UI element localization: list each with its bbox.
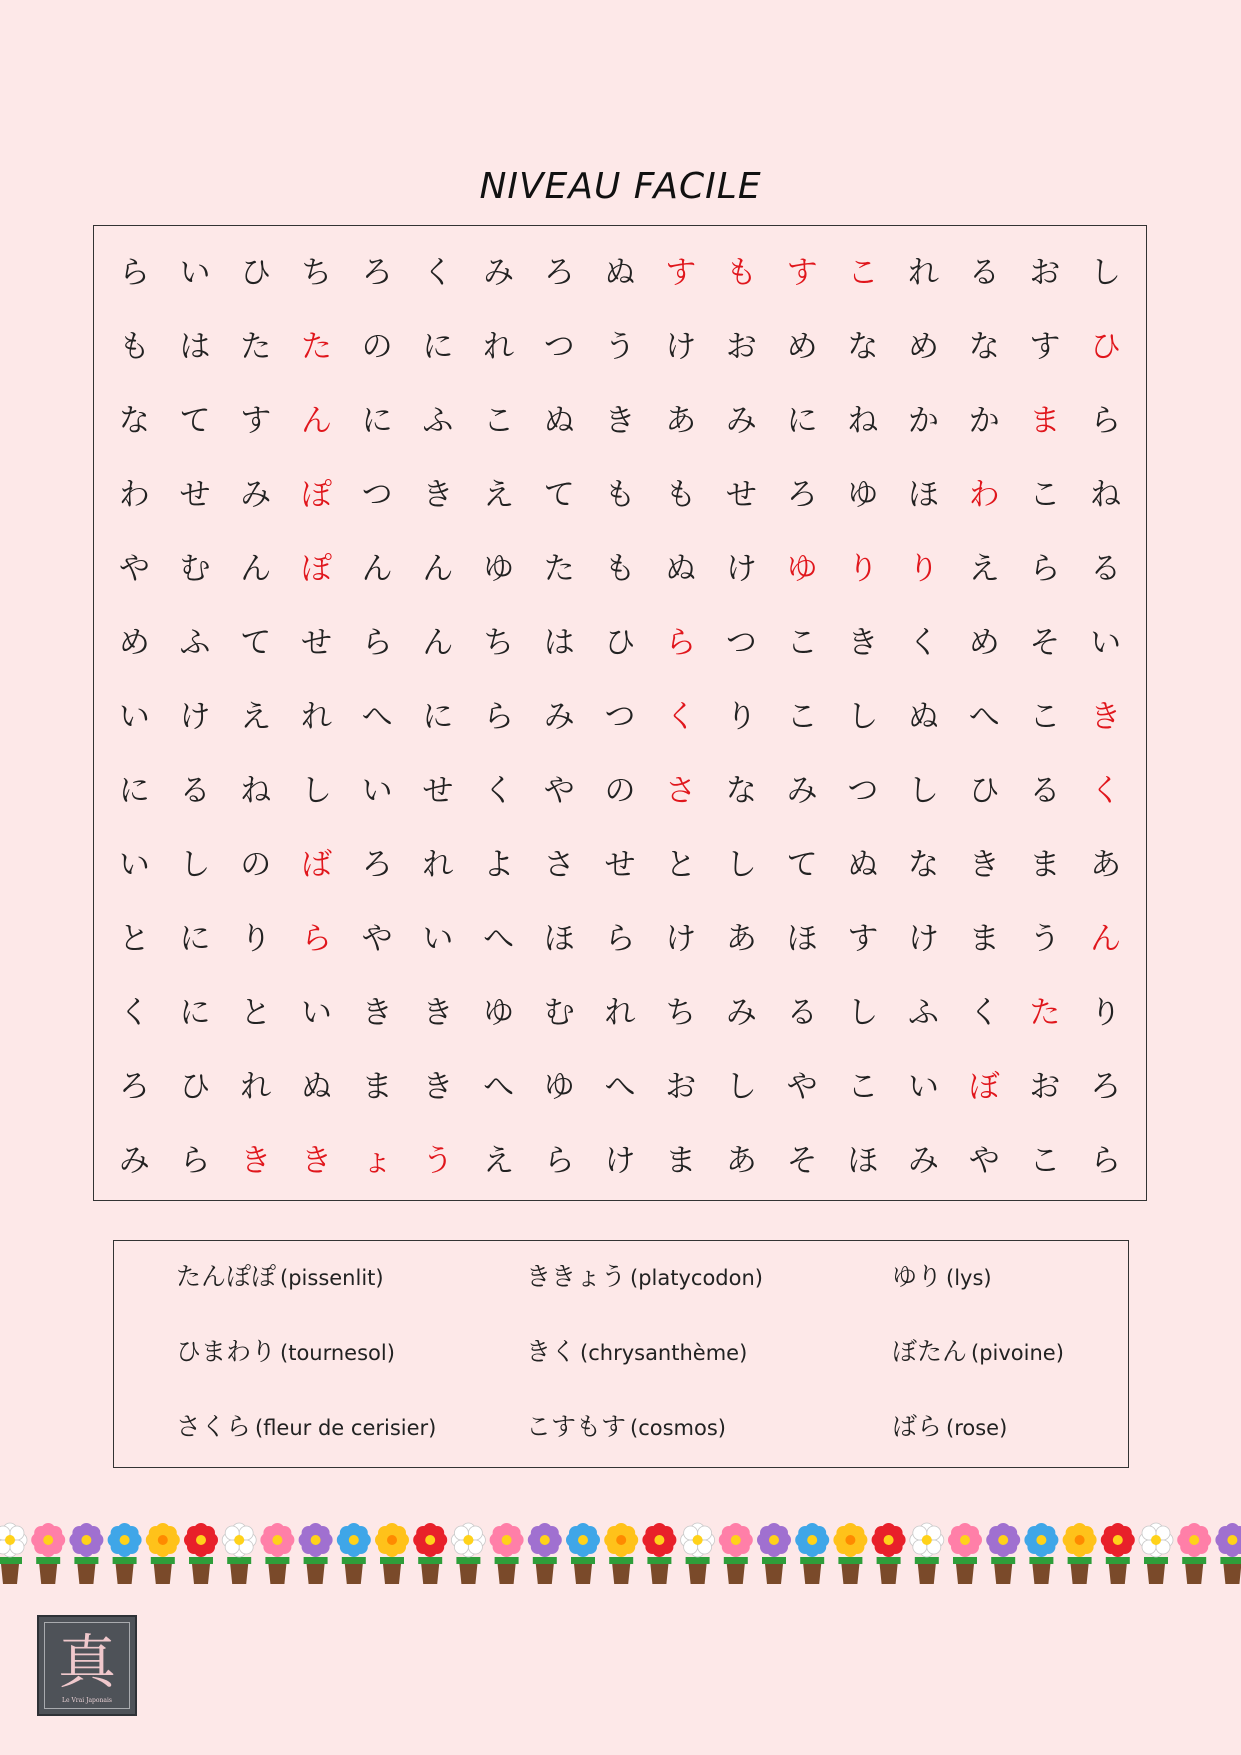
flower-icon	[337, 1523, 371, 1584]
grid-cell: こ	[786, 698, 818, 735]
grid-cell: む	[543, 994, 575, 1031]
flower-icon	[375, 1523, 409, 1584]
grid-cell: し	[1090, 254, 1122, 291]
grid-cell: も	[118, 328, 150, 365]
grid-cell: ら	[300, 920, 332, 957]
word-translation: (fleur de cerisier)	[255, 1416, 437, 1440]
grid-cell: も	[665, 476, 697, 513]
flower-icon	[222, 1523, 256, 1584]
grid-cell: い	[179, 254, 211, 291]
flower-icon	[948, 1523, 982, 1584]
grid-cell: ね	[240, 772, 272, 809]
flower-icon	[69, 1523, 103, 1584]
grid-cell: き	[968, 846, 1000, 883]
grid-cells	[94, 226, 1146, 1200]
grid-cell: み	[118, 1142, 150, 1179]
grid-cell: み	[725, 994, 757, 1031]
grid-cell: ゆ	[786, 550, 818, 587]
grid-cell: か	[968, 402, 1000, 439]
word-japanese: さくら	[176, 1412, 252, 1441]
grid-cell: ひ	[179, 1068, 211, 1105]
grid-cell: け	[665, 920, 697, 957]
grid-cell: ら	[1090, 1142, 1122, 1179]
grid-cell: う	[422, 1142, 454, 1179]
grid-cell: に	[786, 402, 818, 439]
grid-cell: し	[908, 772, 940, 809]
grid-cell: え	[483, 1142, 515, 1179]
grid-cell: て	[786, 846, 818, 883]
grid-cell: と	[240, 994, 272, 1031]
grid-cell: す	[1029, 328, 1061, 365]
grid-cell: ふ	[179, 624, 211, 661]
grid-cell: な	[908, 846, 940, 883]
grid-cell: き	[300, 1142, 332, 1179]
grid-cell: り	[1090, 994, 1122, 1031]
grid-cell: や	[543, 772, 575, 809]
grid-cell: ら	[361, 624, 393, 661]
grid-cell: け	[908, 920, 940, 957]
grid-cell: い	[422, 920, 454, 957]
grid-cell: ぼ	[968, 1068, 1000, 1105]
grid-cell: に	[361, 402, 393, 439]
grid-cell: く	[968, 994, 1000, 1031]
grid-cell: さ	[665, 772, 697, 809]
grid-cell: や	[786, 1068, 818, 1105]
grid-cell: ぬ	[908, 698, 940, 735]
grid-cell: と	[665, 846, 697, 883]
grid-cell: ぬ	[300, 1068, 332, 1105]
grid-cell: や	[968, 1142, 1000, 1179]
grid-cell: き	[1090, 698, 1122, 735]
grid-cell: め	[968, 624, 1000, 661]
grid-cell: ん	[422, 624, 454, 661]
grid-cell: こ	[483, 402, 515, 439]
word-japanese: ぼたん	[892, 1337, 968, 1366]
grid-cell: ろ	[543, 254, 575, 291]
grid-cell: ろ	[118, 1068, 150, 1105]
grid-cell: わ	[968, 476, 1000, 513]
grid-cell: す	[847, 920, 879, 957]
grid-cell: な	[118, 402, 150, 439]
grid-cell: く	[118, 994, 150, 1031]
grid-cell: こ	[847, 1068, 879, 1105]
grid-cell: し	[847, 698, 879, 735]
grid-cell: ひ	[1090, 328, 1122, 365]
flower-icon	[681, 1523, 715, 1584]
grid-cell: ゆ	[483, 994, 515, 1031]
grid-cell: ひ	[968, 772, 1000, 809]
flower-icon	[795, 1523, 829, 1584]
word-translation: (tournesol)	[280, 1341, 395, 1365]
grid-cell: ゆ	[847, 476, 879, 513]
grid-cell: せ	[422, 772, 454, 809]
grid-cell: の	[361, 328, 393, 365]
grid-cell: に	[118, 772, 150, 809]
grid-cell: き	[604, 402, 636, 439]
flower-icon	[757, 1523, 791, 1584]
grid-cell: ま	[968, 920, 1000, 957]
grid-cell: ら	[179, 1142, 211, 1179]
flower-icon	[1024, 1523, 1058, 1584]
flower-icon	[146, 1523, 180, 1584]
grid-cell: ろ	[1090, 1068, 1122, 1105]
flower-icon	[642, 1523, 676, 1584]
grid-cell: ん	[240, 550, 272, 587]
grid-cell: て	[179, 402, 211, 439]
grid-cell: に	[422, 328, 454, 365]
word-item	[176, 1257, 384, 1293]
grid-cell: つ	[604, 698, 636, 735]
grid-cell: り	[847, 550, 879, 587]
grid-cell: ひ	[604, 624, 636, 661]
grid-cell: ょ	[361, 1142, 393, 1179]
grid-cell: へ	[604, 1068, 636, 1105]
word-japanese: ばら	[892, 1412, 943, 1441]
grid-cell: え	[483, 476, 515, 513]
grid-cell: ね	[847, 402, 879, 439]
grid-cell: き	[422, 994, 454, 1031]
grid-cell: ぽ	[300, 550, 332, 587]
word-item	[526, 1407, 726, 1443]
flower-icon	[604, 1523, 638, 1584]
grid-cell: し	[725, 1068, 757, 1105]
word-translation: (platycodon)	[630, 1266, 763, 1290]
grid-cell: ち	[665, 994, 697, 1031]
grid-cell: あ	[665, 402, 697, 439]
grid-cell: ほ	[543, 920, 575, 957]
grid-cell: ろ	[786, 476, 818, 513]
grid-cell: み	[483, 254, 515, 291]
grid-cell: へ	[483, 1068, 515, 1105]
grid-cell: ら	[483, 698, 515, 735]
grid-cell: ま	[1029, 846, 1061, 883]
grid-cell: ぬ	[665, 550, 697, 587]
grid-cell: え	[240, 698, 272, 735]
flower-icon	[413, 1523, 447, 1584]
grid-cell: ん	[422, 550, 454, 587]
grid-cell: つ	[361, 476, 393, 513]
grid-cell: く	[665, 698, 697, 735]
flower-icon	[833, 1523, 867, 1584]
flower-icon	[0, 1523, 27, 1584]
grid-cell: り	[240, 920, 272, 957]
flower-icon	[566, 1523, 600, 1584]
grid-cell: ほ	[908, 476, 940, 513]
grid-cell: い	[361, 772, 393, 809]
grid-cell: と	[118, 920, 150, 957]
word-translation: (rose)	[946, 1416, 1008, 1440]
grid-cell: る	[968, 254, 1000, 291]
grid-cell: け	[665, 328, 697, 365]
grid-cell: せ	[725, 476, 757, 513]
flower-icon	[1063, 1523, 1097, 1584]
grid-cell: へ	[361, 698, 393, 735]
grid-cell: く	[483, 772, 515, 809]
grid-cell: な	[847, 328, 879, 365]
flower-icon	[986, 1523, 1020, 1584]
word-japanese: たんぽぽ	[176, 1262, 277, 1291]
grid-cell: れ	[908, 254, 940, 291]
grid-cell: か	[908, 402, 940, 439]
grid-cell: い	[908, 1068, 940, 1105]
grid-cell: ね	[1090, 476, 1122, 513]
grid-cell: こ	[1029, 698, 1061, 735]
flower-icon	[260, 1523, 294, 1584]
grid-cell: に	[179, 994, 211, 1031]
flower-icon	[1177, 1523, 1211, 1584]
grid-cell: ら	[665, 624, 697, 661]
grid-cell: ま	[361, 1068, 393, 1105]
grid-cell: ろ	[361, 254, 393, 291]
grid-cell: え	[968, 550, 1000, 587]
grid-cell: ら	[543, 1142, 575, 1179]
word-item	[176, 1332, 395, 1368]
grid-cell: た	[240, 328, 272, 365]
grid-cell: ま	[665, 1142, 697, 1179]
grid-cell: ぽ	[300, 476, 332, 513]
word-item	[176, 1407, 436, 1443]
grid-cell: あ	[725, 920, 757, 957]
word-list	[113, 1240, 1129, 1468]
grid-cell: ら	[1090, 402, 1122, 439]
grid-cell: あ	[725, 1142, 757, 1179]
grid-cell: れ	[604, 994, 636, 1031]
grid-cell: れ	[422, 846, 454, 883]
grid-cell: け	[179, 698, 211, 735]
grid-cell: み	[908, 1142, 940, 1179]
word-item	[526, 1257, 763, 1293]
flower-icon	[1101, 1523, 1135, 1584]
grid-cell: お	[1029, 1068, 1061, 1105]
grid-cell: に	[422, 698, 454, 735]
grid-cell: る	[179, 772, 211, 809]
grid-cell: せ	[300, 624, 332, 661]
grid-cell: お	[725, 328, 757, 365]
grid-cell: ら	[1029, 550, 1061, 587]
grid-cell: そ	[1029, 624, 1061, 661]
grid-cell: ろ	[361, 846, 393, 883]
grid-cell: け	[725, 550, 757, 587]
grid-cell: て	[240, 624, 272, 661]
grid-cell: た	[300, 328, 332, 365]
grid-cell: あ	[1090, 846, 1122, 883]
word-translation: (cosmos)	[630, 1416, 726, 1440]
grid-cell: す	[240, 402, 272, 439]
grid-cell: よ	[483, 846, 515, 883]
grid-cell: く	[908, 624, 940, 661]
flower-icon	[451, 1523, 485, 1584]
grid-cell: も	[604, 476, 636, 513]
grid-cell: さ	[543, 846, 575, 883]
grid-cell: ひ	[240, 254, 272, 291]
flower-icon	[910, 1523, 944, 1584]
grid-cell: り	[725, 698, 757, 735]
grid-cell: ほ	[786, 920, 818, 957]
grid-cell: る	[1029, 772, 1061, 809]
grid-cell: に	[179, 920, 211, 957]
grid-cell: ま	[1029, 402, 1061, 439]
grid-cell: へ	[483, 920, 515, 957]
word-item	[892, 1332, 1064, 1368]
grid-cell: し	[847, 994, 879, 1031]
flower-icon	[184, 1523, 218, 1584]
grid-cell: こ	[1029, 1142, 1061, 1179]
grid-cell: い	[118, 846, 150, 883]
grid-cell: も	[604, 550, 636, 587]
grid-cell: た	[1029, 994, 1061, 1031]
flower-icon	[108, 1523, 142, 1584]
grid-cell: い	[118, 698, 150, 735]
grid-cell: ん	[361, 550, 393, 587]
grid-cell: り	[908, 550, 940, 587]
grid-cell: ば	[300, 846, 332, 883]
grid-cell: る	[786, 994, 818, 1031]
word-item	[526, 1332, 747, 1368]
grid-cell: き	[361, 994, 393, 1031]
word-translation: (pivoine)	[971, 1341, 1064, 1365]
grid-cell: や	[118, 550, 150, 587]
grid-cell: の	[604, 772, 636, 809]
grid-cell: き	[847, 624, 879, 661]
grid-cell: ん	[1090, 920, 1122, 957]
flower-icon	[528, 1523, 562, 1584]
grid-cell: す	[665, 254, 697, 291]
flower-icon	[299, 1523, 333, 1584]
grid-cell: き	[422, 476, 454, 513]
grid-cell: き	[422, 1068, 454, 1105]
grid-cell: ぬ	[543, 402, 575, 439]
grid-cell: け	[604, 1142, 636, 1179]
grid-cell: ら	[118, 254, 150, 291]
grid-cell: も	[725, 254, 757, 291]
grid-cell: み	[786, 772, 818, 809]
grid-cell: ゆ	[483, 550, 515, 587]
grid-cell: れ	[300, 698, 332, 735]
word-japanese: ひまわり	[176, 1337, 277, 1366]
word-translation: (pissenlit)	[280, 1266, 384, 1290]
word-item	[892, 1257, 992, 1293]
grid-cell: み	[240, 476, 272, 513]
grid-cell: つ	[725, 624, 757, 661]
grid-cell: は	[179, 328, 211, 365]
grid-cell: み	[725, 402, 757, 439]
grid-cell: や	[361, 920, 393, 957]
word-translation: (lys)	[946, 1266, 992, 1290]
grid-cell: な	[725, 772, 757, 809]
word-search-grid	[93, 225, 1147, 1201]
grid-cell: う	[1029, 920, 1061, 957]
grid-cell: た	[543, 550, 575, 587]
grid-cell: の	[240, 846, 272, 883]
grid-cell: し	[300, 772, 332, 809]
grid-cell: し	[725, 846, 757, 883]
flower-icon	[719, 1523, 753, 1584]
grid-cell: は	[543, 624, 575, 661]
logo-caption: Le Vrai Japonais	[62, 1697, 112, 1704]
grid-cell: お	[1029, 254, 1061, 291]
grid-cell: め	[786, 328, 818, 365]
grid-cell: す	[786, 254, 818, 291]
grid-cell: ふ	[908, 994, 940, 1031]
grid-cell: く	[1090, 772, 1122, 809]
grid-cell: い	[300, 994, 332, 1031]
word-translation: (chrysanthème)	[580, 1341, 748, 1365]
flower-icon	[872, 1523, 906, 1584]
grid-cell: こ	[1029, 476, 1061, 513]
flower-icon	[490, 1523, 524, 1584]
grid-cell: ふ	[422, 402, 454, 439]
word-japanese: ゆり	[892, 1262, 943, 1291]
grid-cell: せ	[179, 476, 211, 513]
flower-icon	[31, 1523, 65, 1584]
grid-cell: む	[179, 550, 211, 587]
logo-kanji: 真	[57, 1628, 116, 1696]
grid-cell: る	[1090, 550, 1122, 587]
flower-border	[0, 1520, 1241, 1590]
grid-cell: わ	[118, 476, 150, 513]
logo	[37, 1615, 137, 1716]
word-japanese: ききょう	[526, 1262, 627, 1291]
flower-icon	[1139, 1523, 1173, 1584]
grid-cell: こ	[786, 624, 818, 661]
grid-cell: ゆ	[543, 1068, 575, 1105]
grid-cell: こ	[847, 254, 879, 291]
grid-cell: く	[422, 254, 454, 291]
flower-icon	[1215, 1523, 1241, 1584]
word-japanese: こすもす	[526, 1412, 627, 1441]
page-title: NIVEAU FACILE	[479, 166, 762, 207]
grid-cell: せ	[604, 846, 636, 883]
grid-cell: れ	[483, 328, 515, 365]
grid-cell: へ	[968, 698, 1000, 735]
grid-cell: め	[118, 624, 150, 661]
grid-cell: れ	[240, 1068, 272, 1105]
word-item	[892, 1407, 1007, 1443]
grid-cell: つ	[543, 328, 575, 365]
grid-cell: う	[604, 328, 636, 365]
grid-cell: ん	[300, 402, 332, 439]
grid-cell: い	[1090, 624, 1122, 661]
grid-cell: な	[968, 328, 1000, 365]
grid-cell: つ	[847, 772, 879, 809]
word-japanese: きく	[526, 1337, 577, 1366]
grid-cell: き	[240, 1142, 272, 1179]
grid-cell: ぬ	[604, 254, 636, 291]
grid-cell: ら	[604, 920, 636, 957]
grid-cell: て	[543, 476, 575, 513]
grid-cell: そ	[786, 1142, 818, 1179]
grid-cell: ぬ	[847, 846, 879, 883]
grid-cell: ち	[300, 254, 332, 291]
grid-cell: ち	[483, 624, 515, 661]
grid-cell: ほ	[847, 1142, 879, 1179]
grid-cell: し	[179, 846, 211, 883]
grid-cell: み	[543, 698, 575, 735]
grid-cell: お	[665, 1068, 697, 1105]
grid-cell: め	[908, 328, 940, 365]
